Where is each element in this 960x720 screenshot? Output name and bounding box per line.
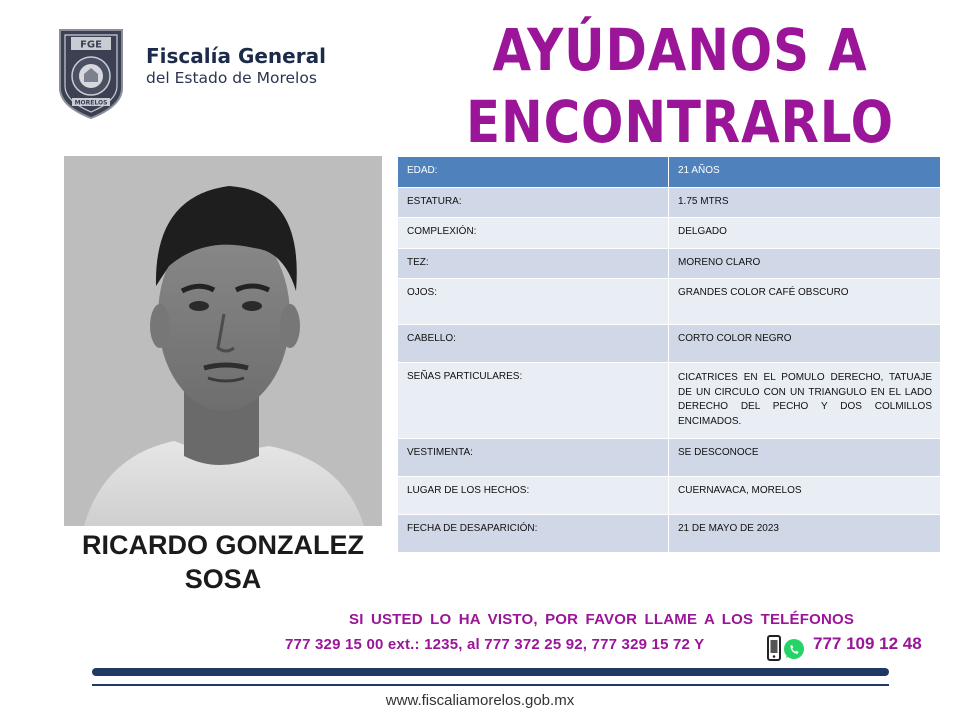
detail-row-height [398, 188, 941, 218]
detail-label: SEÑAS PARTICULARES: [398, 363, 669, 439]
org-name-line1: Fiscalía General [146, 44, 326, 68]
phone-numbers: 777 329 15 00 ext.: 1235, al 777 372 25 92, 777 329 15 72 Y [285, 636, 705, 653]
detail-value: CORTO COLOR NEGRO [669, 325, 941, 363]
detail-value: SE DESCONOCE [669, 439, 941, 477]
person-name-line2: SOSA [184, 564, 262, 594]
detail-label: COMPLEXIÓN: [398, 218, 669, 249]
logo-morelos-text: MORELOS [74, 99, 108, 107]
detail-value: DELGADO [669, 218, 941, 249]
headline-line2: ENCONTRARLO [466, 88, 894, 156]
website-link[interactable]: www.fiscaliamorelos.gob.mx [385, 692, 575, 709]
detail-label: OJOS: [398, 279, 669, 325]
detail-label: ESTATURA: [398, 188, 669, 218]
detail-row-distinguishing-marks [398, 363, 941, 439]
missing-person-photo [64, 156, 382, 526]
mobile-phone-icon [768, 636, 780, 660]
footer-divider-thin [92, 684, 889, 686]
detail-value: 21 AÑOS [669, 157, 941, 188]
call-to-action: SI USTED LO HA VISTO, POR FAVOR LLAME A LOS TELÉFONOS [349, 611, 855, 628]
contact-icons [766, 635, 806, 661]
detail-row-hair [398, 325, 941, 363]
whatsapp-icon [784, 639, 804, 659]
person-name-line1: RICARDO GONZALEZ [82, 530, 364, 560]
detail-row-build [398, 218, 941, 249]
headline-line1: AYÚDANOS A [492, 16, 868, 84]
detail-label: TEZ: [398, 249, 669, 279]
detail-value: CUERNAVACA, MORELOS [669, 477, 941, 515]
detail-label: LUGAR DE LOS HECHOS: [398, 477, 669, 515]
whatsapp-phone-number: 777 109 12 48 [813, 634, 922, 653]
portrait-illustration [64, 156, 382, 526]
detail-row-eyes [398, 279, 941, 325]
detail-row-clothing [398, 439, 941, 477]
organization-name [146, 44, 326, 88]
missing-person-name [64, 528, 382, 596]
detail-row-location [398, 477, 941, 515]
detail-row-disappearance-date [398, 515, 941, 553]
detail-value: 1.75 MTRS [669, 188, 941, 218]
detail-value: CICATRICES EN EL POMULO DERECHO, TATUAJE DE UN CIRCULO CON UN TRIANGULO EN EL LADO DERECHO DEL PECHO Y DOS COLMILLOS ENCIMADOS. [669, 363, 941, 439]
footer-divider-thick [92, 668, 889, 676]
detail-label: FECHA DE DESAPARICIÓN: [398, 515, 669, 553]
detail-label: EDAD: [398, 157, 669, 188]
person-details-table [397, 156, 941, 553]
fge-shield-logo [54, 26, 128, 120]
detail-value: GRANDES COLOR CAFÉ OBSCURO [669, 279, 941, 325]
detail-value: 21 DE MAYO DE 2023 [669, 515, 941, 553]
detail-value: MORENO CLARO [669, 249, 941, 279]
detail-row-complexion [398, 249, 941, 279]
org-name-line2: del Estado de Morelos [146, 69, 317, 87]
detail-label: VESTIMENTA: [398, 439, 669, 477]
logo-fge-text: FGE [80, 39, 102, 51]
detail-label: CABELLO: [398, 325, 669, 363]
detail-row-age [398, 157, 941, 188]
